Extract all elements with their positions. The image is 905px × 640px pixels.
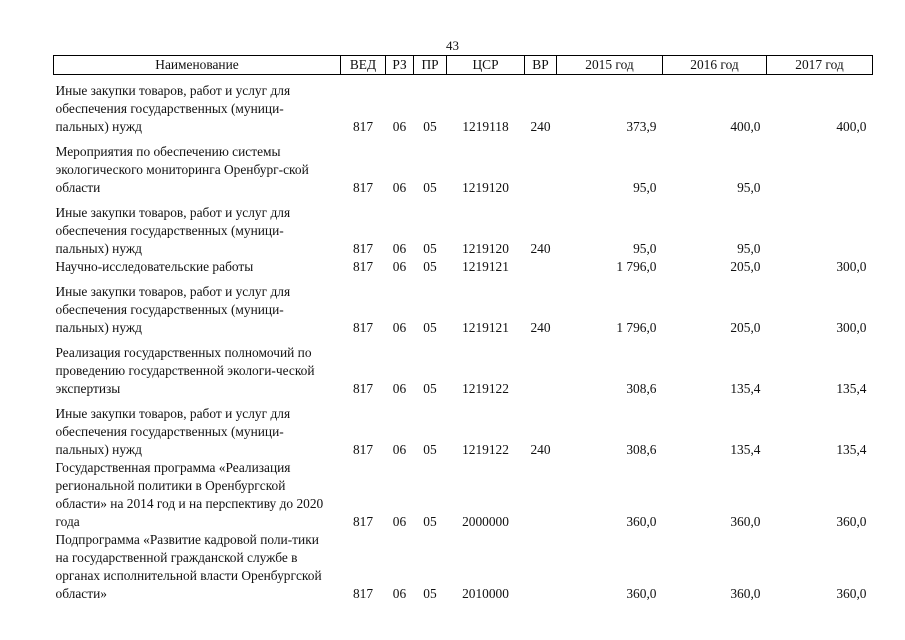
row-2017 bbox=[767, 136, 873, 197]
row-rz: 06 bbox=[392, 119, 407, 134]
row-2015: 95,0 bbox=[633, 241, 657, 256]
row-2017: 300,0 bbox=[836, 320, 867, 335]
table-header-row bbox=[54, 56, 873, 75]
row-ved: 817 bbox=[352, 586, 374, 601]
header-vr: ВР bbox=[525, 56, 557, 75]
row-ved: 817 bbox=[352, 381, 374, 396]
row-pr: 05 bbox=[423, 180, 437, 195]
row-ved: 817 bbox=[352, 442, 374, 457]
row-vr bbox=[525, 337, 557, 398]
row-2016: 95,0 bbox=[737, 241, 761, 256]
row-2016: 205,0 bbox=[730, 259, 761, 274]
row-2015: 95,0 bbox=[633, 180, 657, 195]
row-name: Государственная программа «Реализация региональной политики в Оренбургской области» на 2014 год и на перспективу до 2020 года bbox=[55, 460, 324, 529]
row-name: Иные закупки товаров, работ и услуг для обеспечения государственных (муници-пальных) нужд bbox=[55, 284, 291, 335]
row-2017: 360,0 bbox=[836, 514, 867, 529]
header-ved: ВЕД bbox=[341, 56, 386, 75]
row-vr bbox=[525, 459, 557, 531]
row-ved: 817 bbox=[352, 241, 374, 256]
row-2017: 300,0 bbox=[836, 259, 867, 274]
row-ved: 817 bbox=[352, 514, 374, 529]
row-2016: 360,0 bbox=[730, 586, 761, 601]
table-row bbox=[54, 337, 873, 398]
row-pr: 05 bbox=[423, 259, 437, 274]
row-2016: 360,0 bbox=[730, 514, 761, 529]
row-2016: 400,0 bbox=[730, 119, 761, 134]
row-2017: 135,4 bbox=[836, 381, 867, 396]
row-2017: 400,0 bbox=[836, 119, 867, 134]
row-2015: 360,0 bbox=[626, 586, 657, 601]
row-csr: 1219120 bbox=[462, 241, 509, 256]
row-rz: 06 bbox=[392, 442, 407, 457]
row-2016: 135,4 bbox=[730, 381, 761, 396]
table-row bbox=[54, 258, 873, 276]
row-2015: 1 796,0 bbox=[616, 320, 657, 335]
row-2017 bbox=[767, 197, 873, 258]
row-vr: 240 bbox=[530, 442, 551, 457]
row-name: Подпрограмма «Развитие кадровой поли-тики на государственной гражданской службе в органах исполнительной власти Оренбургской области» bbox=[55, 532, 322, 601]
row-csr: 2010000 bbox=[462, 586, 509, 601]
row-2015: 373,9 bbox=[626, 119, 657, 134]
header-csr: ЦСР bbox=[447, 56, 525, 75]
row-pr: 05 bbox=[423, 119, 437, 134]
table-row bbox=[54, 276, 873, 337]
row-pr: 05 bbox=[423, 442, 437, 457]
row-name: Реализация государственных полномочий по проведению государственной экологи-ческой экспертизы bbox=[55, 345, 315, 396]
row-2016: 205,0 bbox=[730, 320, 761, 335]
row-ved: 817 bbox=[352, 119, 374, 134]
row-rz: 06 bbox=[392, 259, 407, 274]
row-ved: 817 bbox=[352, 180, 374, 195]
row-pr: 05 bbox=[423, 586, 437, 601]
budget-table bbox=[53, 55, 873, 603]
row-2016: 135,4 bbox=[730, 442, 761, 457]
row-name: Иные закупки товаров, работ и услуг для обеспечения государственных (муници-пальных) нужд bbox=[55, 83, 291, 134]
row-pr: 05 bbox=[423, 381, 437, 396]
row-vr bbox=[525, 531, 557, 603]
header-name: Наименование bbox=[54, 56, 341, 75]
row-ved: 817 bbox=[352, 259, 374, 274]
row-2015: 1 796,0 bbox=[616, 259, 657, 274]
table-row bbox=[54, 197, 873, 258]
row-csr: 1219121 bbox=[462, 320, 509, 335]
row-vr: 240 bbox=[530, 119, 551, 134]
header-2017: 2017 год bbox=[767, 56, 873, 75]
table-row bbox=[54, 531, 873, 603]
table-row bbox=[54, 398, 873, 459]
row-vr: 240 bbox=[530, 241, 551, 256]
row-vr bbox=[525, 136, 557, 197]
row-2015: 308,6 bbox=[626, 442, 657, 457]
header-pr: ПР bbox=[414, 56, 447, 75]
table-row bbox=[54, 459, 873, 531]
row-2017: 360,0 bbox=[836, 586, 867, 601]
row-csr: 1219121 bbox=[462, 259, 509, 274]
row-name: Мероприятия по обеспечению системы экологического мониторинга Оренбург-ской области bbox=[55, 144, 309, 195]
row-pr: 05 bbox=[423, 241, 437, 256]
row-2017: 135,4 bbox=[836, 442, 867, 457]
row-rz: 06 bbox=[392, 180, 407, 195]
row-2015: 360,0 bbox=[626, 514, 657, 529]
header-2015: 2015 год bbox=[557, 56, 663, 75]
row-rz: 06 bbox=[392, 241, 407, 256]
table-row bbox=[54, 136, 873, 197]
row-rz: 06 bbox=[392, 586, 407, 601]
table-row bbox=[54, 75, 873, 137]
row-rz: 06 bbox=[392, 381, 407, 396]
row-csr: 1219122 bbox=[462, 442, 509, 457]
row-csr: 1219122 bbox=[462, 381, 509, 396]
row-rz: 06 bbox=[392, 514, 407, 529]
header-2016: 2016 год bbox=[663, 56, 767, 75]
row-2015: 308,6 bbox=[626, 381, 657, 396]
row-csr: 2000000 bbox=[462, 514, 509, 529]
row-csr: 1219120 bbox=[462, 180, 509, 195]
row-ved: 817 bbox=[352, 320, 374, 335]
row-rz: 06 bbox=[392, 320, 407, 335]
row-name: Научно-исследовательские работы bbox=[55, 259, 254, 274]
row-name: Иные закупки товаров, работ и услуг для обеспечения государственных (муници-пальных) нужд bbox=[55, 205, 291, 256]
row-pr: 05 bbox=[423, 320, 437, 335]
page-number: 43 bbox=[446, 38, 459, 53]
row-csr: 1219118 bbox=[462, 119, 509, 134]
row-pr: 05 bbox=[423, 514, 437, 529]
row-2016: 95,0 bbox=[737, 180, 761, 195]
row-vr: 240 bbox=[530, 320, 551, 335]
row-name: Иные закупки товаров, работ и услуг для обеспечения государственных (муници-пальных) нужд bbox=[55, 406, 291, 457]
row-vr bbox=[525, 258, 557, 276]
header-rz: РЗ bbox=[386, 56, 414, 75]
